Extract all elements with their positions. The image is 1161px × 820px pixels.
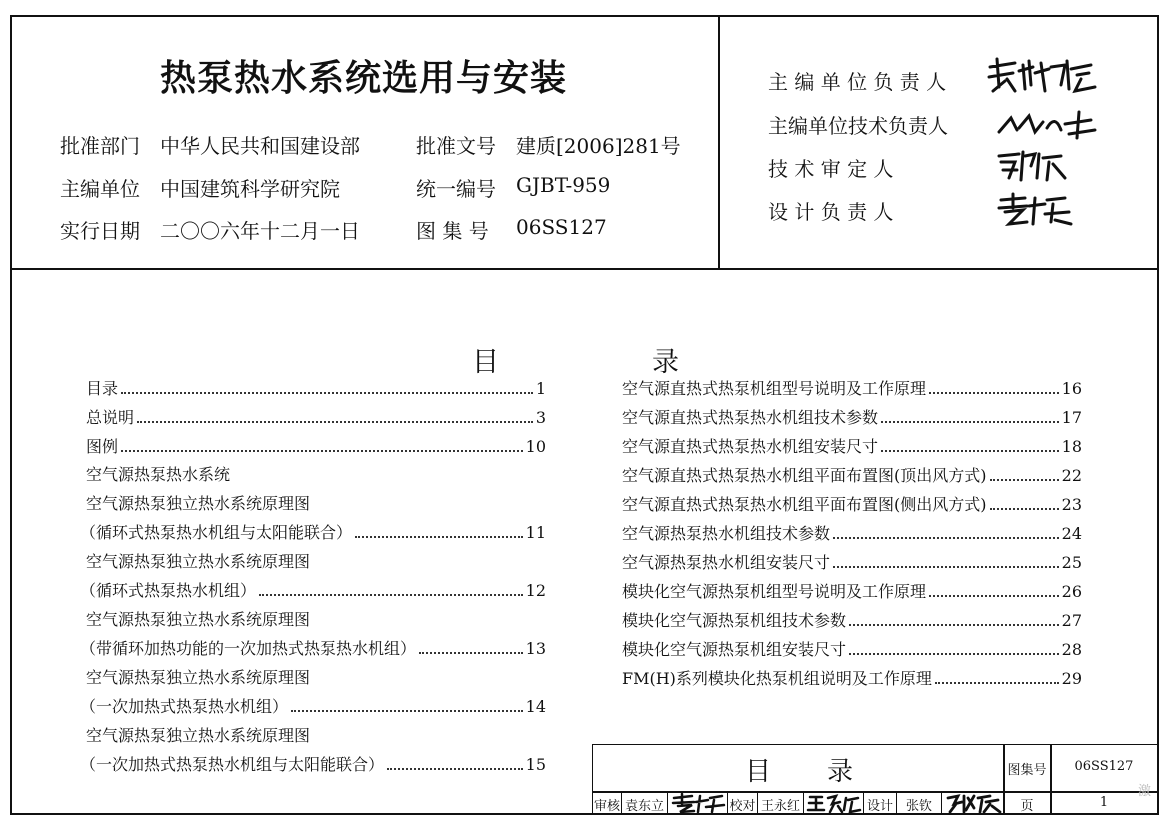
toc-entry[interactable]: 空气源直热式热泵热水机组平面布置图(顶出风方式) 22 bbox=[622, 466, 1082, 485]
toc-entry-heading: 空气源热泵独立热水系统原理图 bbox=[86, 494, 311, 513]
toc-entry[interactable]: 空气源直热式热泵热水机组技术参数 17 bbox=[622, 408, 1082, 427]
title-block-drawing-title-left: 目 bbox=[745, 757, 772, 787]
signature-chief-unit bbox=[985, 55, 1100, 95]
toc-heading-right: 录 bbox=[652, 347, 679, 378]
toc-entry-heading: 空气源热泵独立热水系统原理图 bbox=[86, 610, 311, 629]
toc-entry[interactable]: 模块化空气源热泵机组型号说明及工作原理 26 bbox=[622, 582, 1082, 601]
title-block-design-signature bbox=[944, 792, 1002, 814]
meta-label-approval-doc: 批准文号 bbox=[416, 134, 496, 158]
meta-value-editor-unit: 中国建筑科学研究院 bbox=[160, 177, 340, 201]
title-block-atlas-value: 06SS127 bbox=[1074, 759, 1134, 774]
meta-value-approval-dept: 中华人民共和国建设部 bbox=[160, 134, 360, 158]
meta-value-atlas-no: 06SS127 bbox=[516, 215, 607, 239]
title-block-col-divider bbox=[941, 791, 942, 815]
title-block-col-divider bbox=[667, 791, 668, 815]
watermark: 激 bbox=[1138, 784, 1152, 799]
toc-entry[interactable]: FM(H)系列模块化热泵机组说明及工作原理 29 bbox=[622, 669, 1082, 688]
meta-value-effective-date: 二〇〇六年十二月一日 bbox=[160, 219, 360, 243]
toc-section-title: 空气源热泵热水系统 bbox=[86, 465, 231, 484]
title-block-check-name: 王永红 bbox=[760, 799, 800, 814]
title-block-check-signature bbox=[806, 792, 862, 814]
toc-entry[interactable]: 目录 1 bbox=[86, 379, 546, 398]
title-block-review-label: 审核 bbox=[593, 799, 620, 814]
signature-tech-reviewer bbox=[995, 148, 1070, 184]
signature-design-lead bbox=[995, 192, 1075, 228]
title-block-drawing-title-right: 录 bbox=[827, 757, 854, 787]
header-vertical-divider bbox=[718, 15, 720, 269]
title-block-review-name: 袁东立 bbox=[624, 799, 664, 814]
meta-label-effective-date: 实行日期 bbox=[60, 219, 140, 243]
meta-value-approval-doc: 建质[2006]281号 bbox=[516, 134, 681, 158]
resp-chief-tech: 主编单位技术负责人 bbox=[768, 114, 948, 138]
toc-entry[interactable]: 空气源直热式热泵热水机组安装尺寸 18 bbox=[622, 437, 1082, 456]
toc-entry[interactable]: 总说明 3 bbox=[86, 408, 546, 427]
toc-entry[interactable]: （循环式热泵热水机组与太阳能联合） 11 bbox=[80, 523, 546, 542]
toc-entry[interactable]: 空气源直热式热泵机组型号说明及工作原理 16 bbox=[622, 379, 1082, 398]
title-block-check-label: 校对 bbox=[729, 799, 756, 814]
title-block-col-divider bbox=[1050, 744, 1052, 815]
title-block-design-name: 张钦 bbox=[905, 799, 932, 814]
toc-entry[interactable]: 模块化空气源热泵机组技术参数 27 bbox=[622, 611, 1082, 630]
meta-label-editor-unit: 主编单位 bbox=[60, 177, 140, 201]
toc-entry-heading: 空气源热泵独立热水系统原理图 bbox=[86, 668, 311, 687]
title-block-review-signature bbox=[670, 792, 726, 814]
toc-entry-heading: 空气源热泵独立热水系统原理图 bbox=[86, 552, 311, 571]
toc-entry[interactable]: 空气源直热式热泵热水机组平面布置图(侧出风方式) 23 bbox=[622, 495, 1082, 514]
toc-entry[interactable]: （一次加热式热泵热水机组与太阳能联合） 15 bbox=[80, 755, 546, 774]
title-block-atlas-label: 图集号 bbox=[1007, 763, 1047, 778]
meta-value-unified-no: GJBT-959 bbox=[516, 173, 611, 197]
toc-entry[interactable]: （带循环加热功能的一次加热式热泵热水机组） 13 bbox=[80, 639, 546, 658]
title-block-col-divider bbox=[1003, 744, 1005, 815]
meta-label-unified-no: 统一编号 bbox=[416, 177, 496, 201]
header-divider bbox=[10, 268, 1159, 270]
toc-entry[interactable]: 图例 10 bbox=[86, 437, 546, 456]
meta-label-approval-dept: 批准部门 bbox=[60, 134, 140, 158]
title-block-design-label: 设计 bbox=[866, 799, 893, 814]
resp-tech-reviewer: 技 术 审 定 人 bbox=[768, 157, 894, 181]
toc-entry[interactable]: 空气源热泵热水机组安装尺寸 25 bbox=[622, 553, 1082, 572]
signature-chief-tech bbox=[995, 108, 1100, 144]
toc-entry[interactable]: 空气源热泵热水机组技术参数 24 bbox=[622, 524, 1082, 543]
title-block-page-value: 1 bbox=[1099, 795, 1109, 810]
title-block-page-label: 页 bbox=[1020, 799, 1034, 814]
toc-entry[interactable]: （循环式热泵热水机组） 12 bbox=[80, 581, 546, 600]
toc-heading-left: 目 bbox=[472, 347, 499, 378]
title-block-col-divider bbox=[803, 791, 804, 815]
toc-entry-heading: 空气源热泵独立热水系统原理图 bbox=[86, 726, 311, 745]
resp-design-lead: 设 计 负 责 人 bbox=[768, 200, 894, 224]
toc-entry[interactable]: 模块化空气源热泵机组安装尺寸 28 bbox=[622, 640, 1082, 659]
meta-label-atlas-no: 图 集 号 bbox=[416, 219, 489, 243]
toc-entry[interactable]: （一次加热式热泵热水机组） 14 bbox=[80, 697, 546, 716]
page-title: 热泵热水系统选用与安装 bbox=[160, 58, 568, 99]
resp-chief-unit: 主 编 单 位 负 责 人 bbox=[768, 70, 947, 94]
